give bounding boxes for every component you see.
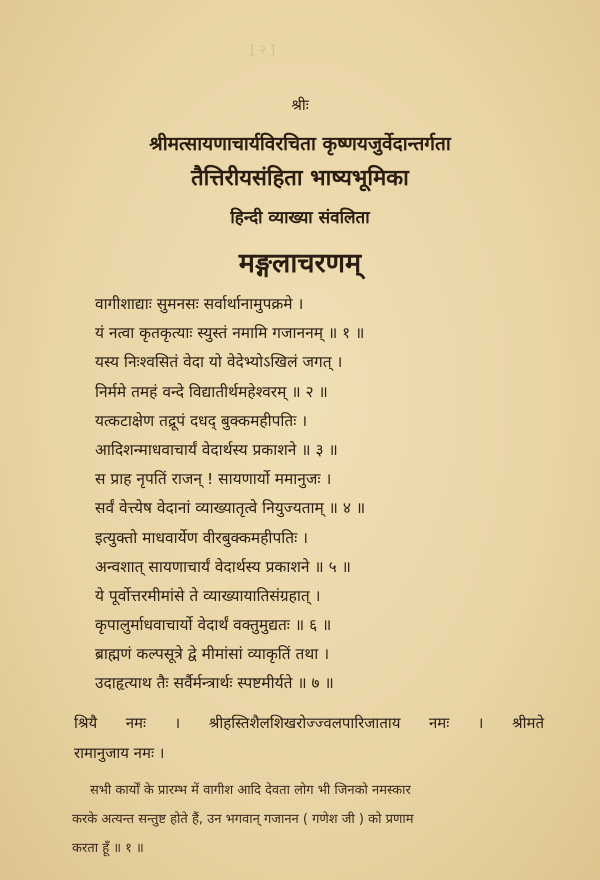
verse-line: इत्युक्तो माधवार्येण वीरबुक्कमहीपतिः ।	[95, 528, 309, 547]
verse-line: यं नत्वा कृतकृत्याः स्युस्तं नमामि गजाननम् ॥ १ ॥	[95, 324, 365, 343]
verse-line: कृपालुर्माधवाचार्यो वेदार्थं वक्तुमुद्यतः ॥ ६ ॥	[95, 616, 332, 635]
hindi-translation	[72, 776, 546, 863]
verse-line: यत्कटाक्षेण तद्रूपं दधद् बुक्कमहीपतिः ।	[95, 411, 308, 430]
salutation-line: श्रियै नमः । श्रीहस्तिशैलशिखरोज्ज्वलपारिजाताय नमः । श्रीमते	[74, 714, 544, 732]
bleed-through-text: [ २ ]	[250, 43, 276, 58]
verse-line: यस्य निःश्वसितं वेदा यो वेदेभ्योऽखिलं जगत् ।	[95, 353, 343, 372]
verse-line: उदाहृत्याथ तैः सर्वैर्मन्त्रार्थः स्पष्टमीर्यते ॥ ७ ॥	[95, 674, 334, 693]
verse-line: निर्ममे तमहं वन्दे विद्यातीर्थमहेश्वरम् ॥ २ ॥	[95, 382, 328, 401]
section-title: मङ्गलाचरणम्	[238, 248, 362, 279]
commentary-note: हिन्दी व्याख्या संवलिता	[230, 208, 370, 228]
verse-line: ये पूर्वोत्तरमीमांसे ते व्याख्यायातिसंग्रहात् ।	[95, 586, 321, 605]
verse-line: स प्राह नृपतिं राजन् ! सायणार्यो ममानुजः ।	[95, 470, 332, 489]
salutation-line: रामानुजाय नमः ।	[74, 744, 165, 762]
verse-block	[95, 290, 525, 699]
invocation-shri: श्रीः	[291, 96, 309, 114]
salutation-paragraph	[74, 708, 544, 768]
verse-line: अन्वशात् सायणाचार्यं वेदार्थस्य प्रकाशने ॥ ५ ॥	[95, 557, 351, 576]
author-line: श्रीमत्सायणाचार्यविरचिता कृष्णयजुर्वेदान्तर्गता	[149, 133, 451, 155]
verse-line: वागीशाद्याः सुमनसः सर्वार्थानामुपक्रमे ।	[95, 295, 304, 313]
book-title: तैत्तिरीयसंहिता भाष्यभूमिका	[191, 166, 409, 191]
verse-line: आदिशन्माधवाचार्यं वेदार्थस्य प्रकाशने ॥ ३ ॥	[95, 440, 338, 459]
verse-line: ब्राह्मणं कल्पसूत्रे द्वे मीमांसां व्याकृतिं तथा ।	[95, 645, 330, 664]
translation-line: सभी कार्यों के प्रारम्भ में वागीश आदि देवता लोग भी जिनको नमस्कार	[90, 783, 411, 798]
verse-line: सर्वं वेत्त्येष वेदानां व्याख्यातृत्वे नियुज्यताम् ॥ ४ ॥	[95, 499, 366, 518]
translation-line: करता हूँ ॥ १ ॥	[72, 841, 144, 856]
translation-line: करके अत्यन्त सन्तुष्ट होते हैं, उन भगवान् गजानन ( गणेश जी ) को प्रणाम	[72, 812, 414, 827]
